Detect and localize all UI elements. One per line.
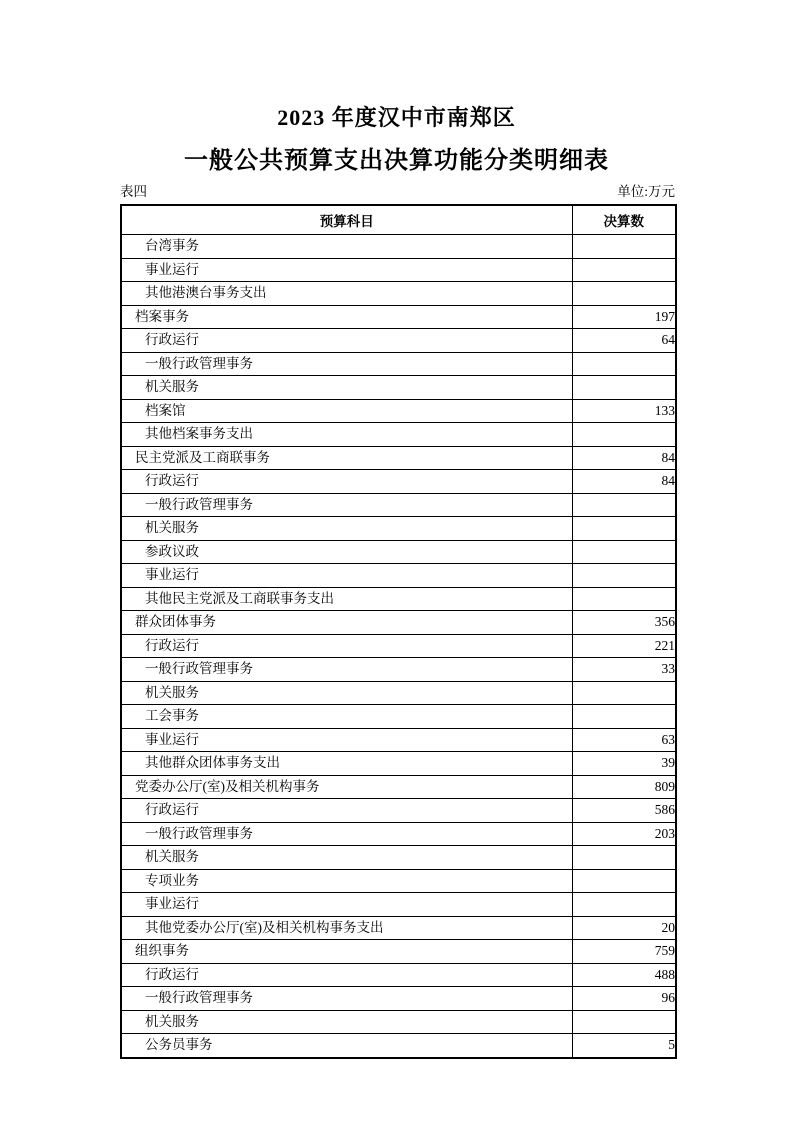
table-row (121, 587, 676, 611)
value-cell: 809 (572, 775, 676, 799)
subject-cell: 机关服务 (121, 1010, 572, 1034)
table-row (121, 681, 676, 705)
value-cell: 488 (572, 963, 676, 987)
table-row (121, 846, 676, 870)
table-row (121, 611, 676, 635)
value-cell (572, 376, 676, 400)
value-cell (572, 869, 676, 893)
budget-table-body (121, 235, 676, 1058)
value-cell: 84 (572, 470, 676, 494)
value-cell: 203 (572, 822, 676, 846)
value-cell (572, 235, 676, 259)
table-row (121, 705, 676, 729)
subject-cell: 事业运行 (121, 258, 572, 282)
subject-cell: 一般行政管理事务 (121, 493, 572, 517)
value-cell: 586 (572, 799, 676, 823)
subject-cell: 事业运行 (121, 564, 572, 588)
subject-cell: 参政议政 (121, 540, 572, 564)
subject-cell: 其他民主党派及工商联事务支出 (121, 587, 572, 611)
table-number-label: 表四 (120, 184, 147, 199)
subject-cell: 行政运行 (121, 799, 572, 823)
table-row (121, 258, 676, 282)
value-cell: 64 (572, 329, 676, 353)
value-cell: 197 (572, 305, 676, 329)
table-row (121, 987, 676, 1011)
value-cell (572, 846, 676, 870)
table-row (121, 869, 676, 893)
table-row (121, 423, 676, 447)
subject-cell: 台湾事务 (121, 235, 572, 259)
table-row (121, 564, 676, 588)
subject-cell: 民主党派及工商联事务 (121, 446, 572, 470)
value-cell: 759 (572, 940, 676, 964)
subject-cell: 党委办公厅(室)及相关机构事务 (121, 775, 572, 799)
value-cell (572, 564, 676, 588)
table-row (121, 305, 676, 329)
table-row (121, 399, 676, 423)
subject-cell: 机关服务 (121, 517, 572, 541)
table-row (121, 822, 676, 846)
subject-cell: 一般行政管理事务 (121, 987, 572, 1011)
value-cell (572, 282, 676, 306)
value-cell (572, 1010, 676, 1034)
table-row (121, 1010, 676, 1034)
subject-cell: 专项业务 (121, 869, 572, 893)
unit-label: 单位:万元 (617, 184, 675, 199)
value-cell: 63 (572, 728, 676, 752)
value-cell: 39 (572, 752, 676, 776)
table-row (121, 752, 676, 776)
table-row (121, 728, 676, 752)
value-cell (572, 423, 676, 447)
budget-table (120, 204, 677, 1059)
document-title-line2: 一般公共预算支出决算功能分类明细表 (184, 148, 609, 174)
table-row (121, 916, 676, 940)
value-cell (572, 540, 676, 564)
subject-cell: 行政运行 (121, 329, 572, 353)
value-cell (572, 893, 676, 917)
document-title-line1: 2023 年度汉中市南郑区 (277, 105, 516, 130)
value-cell: 5 (572, 1034, 676, 1058)
value-cell: 20 (572, 916, 676, 940)
subject-cell: 机关服务 (121, 681, 572, 705)
table-row (121, 235, 676, 259)
table-meta-row (120, 184, 675, 200)
value-cell: 221 (572, 634, 676, 658)
subject-cell: 档案馆 (121, 399, 572, 423)
subject-column-header: 预算科目 (121, 205, 572, 235)
table-row (121, 329, 676, 353)
subject-cell: 行政运行 (121, 963, 572, 987)
subject-cell: 其他港澳台事务支出 (121, 282, 572, 306)
subject-cell: 一般行政管理事务 (121, 352, 572, 376)
subject-cell: 组织事务 (121, 940, 572, 964)
table-row (121, 517, 676, 541)
table-row (121, 446, 676, 470)
table-row (121, 470, 676, 494)
value-cell (572, 517, 676, 541)
subject-cell: 工会事务 (121, 705, 572, 729)
table-row (121, 493, 676, 517)
value-cell (572, 681, 676, 705)
table-row (121, 963, 676, 987)
value-cell: 84 (572, 446, 676, 470)
subject-cell: 行政运行 (121, 634, 572, 658)
subject-cell: 机关服务 (121, 846, 572, 870)
table-row (121, 1034, 676, 1058)
subject-cell: 其他党委办公厅(室)及相关机构事务支出 (121, 916, 572, 940)
subject-cell: 档案事务 (121, 305, 572, 329)
subject-cell: 一般行政管理事务 (121, 658, 572, 682)
table-row (121, 352, 676, 376)
amount-column-header: 决算数 (572, 205, 676, 235)
table-row (121, 376, 676, 400)
table-row (121, 658, 676, 682)
table-row (121, 634, 676, 658)
table-row (121, 893, 676, 917)
table-row (121, 775, 676, 799)
subject-cell: 一般行政管理事务 (121, 822, 572, 846)
table-row (121, 799, 676, 823)
value-cell: 356 (572, 611, 676, 635)
table-row (121, 282, 676, 306)
value-cell (572, 705, 676, 729)
subject-cell: 机关服务 (121, 376, 572, 400)
subject-cell: 事业运行 (121, 728, 572, 752)
value-cell (572, 258, 676, 282)
subject-cell: 事业运行 (121, 893, 572, 917)
value-cell: 133 (572, 399, 676, 423)
subject-cell: 公务员事务 (121, 1034, 572, 1058)
value-cell: 96 (572, 987, 676, 1011)
table-header-row (121, 205, 676, 235)
subject-cell: 群众团体事务 (121, 611, 572, 635)
value-cell (572, 493, 676, 517)
subject-cell: 其他档案事务支出 (121, 423, 572, 447)
value-cell: 33 (572, 658, 676, 682)
table-row (121, 540, 676, 564)
value-cell (572, 352, 676, 376)
subject-cell: 行政运行 (121, 470, 572, 494)
table-row (121, 940, 676, 964)
value-cell (572, 587, 676, 611)
subject-cell: 其他群众团体事务支出 (121, 752, 572, 776)
